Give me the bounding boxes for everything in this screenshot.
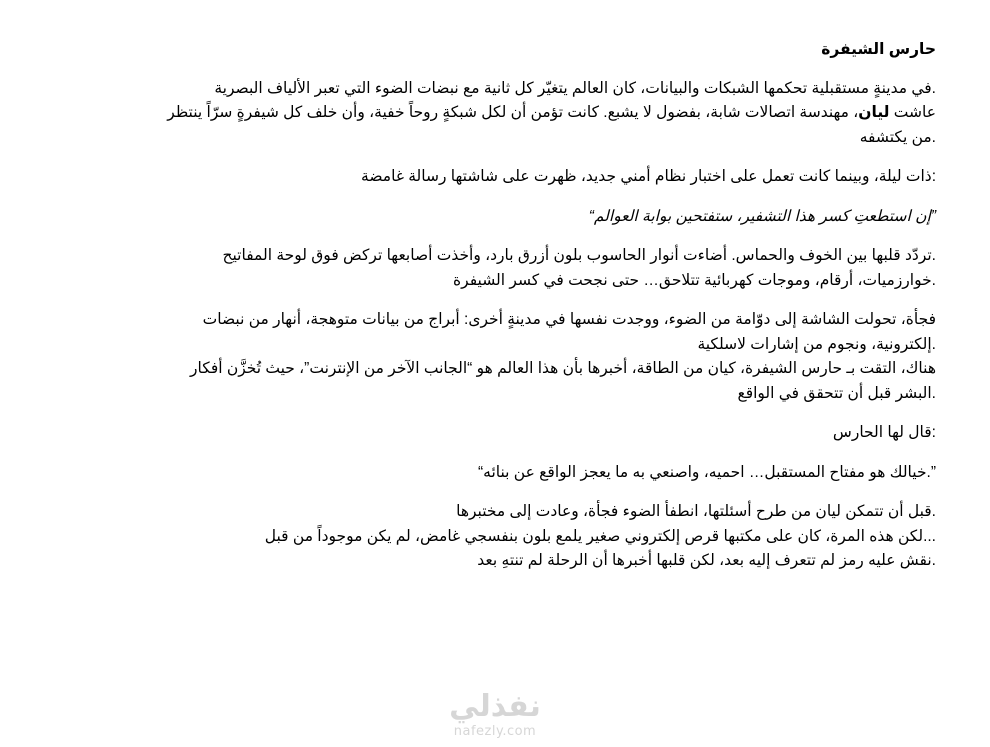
paragraph-6-line-2: .البشر قبل أن تتحقق في الواقع <box>737 384 936 402</box>
paragraph-9-line-3: .نقش عليه رمز لم تتعرف إليه بعد، لكن قلبها أخبرها أن الرحلة لم تنتهِ بعد <box>477 552 936 569</box>
quote-1: ”إن استطعتِ كسر هذا التشفير، ستفتحين بوابة العوالم“ <box>588 207 936 225</box>
quote-2: ”.خيالك هو مفتاح المستقبل… احميه، واصنعي به ما يعجز الواقع عن بنائه“ <box>478 463 936 481</box>
paragraph-1-line-2-end: ، مهندسة اتصالات شابة، بفضول لا يشبع. كانت تؤمن أن لكل شبكةٍ روحاً خفية، وأن خلف كل شيفرةٍ سرّاً ينتظر <box>167 104 859 121</box>
paragraph-9-line-1: .قبل أن تتمكن ليان من طرح أسئلتها، انطفأ الضوء فجأة، وعادت إلى مختبرها <box>456 503 936 520</box>
paragraph-5-line-2: .إلكترونية، ونجوم من إشارات لاسلكية <box>697 335 936 353</box>
paragraph-4-line-2: .خوارزميات، أرقام، وموجات كهربائية تتلاحق… حتى نجحت في كسر الشيفرة <box>453 271 936 289</box>
character-name: ليان <box>858 104 890 121</box>
paragraph-9-line-2: ...لكن هذه المرة، كان على مكتبها قرص إلكتروني صغير يلمع بلون بنفسجي غامض، لم يكن موجوداً من قبل <box>264 527 936 545</box>
paragraph-2: :ذات ليلة، وبينما كانت تعمل على اختبار نظام أمني جديد، ظهرت على شاشتها رسالة غامضة <box>361 168 936 185</box>
paragraph-7: :قال لها الحارس <box>832 424 936 441</box>
document-body <box>60 38 936 589</box>
paragraph-6-line-1: هناك، التقت بـ حارس الشيفرة، كيان من الطاقة، أخبرها بأن هذا العالم هو “الجانب الآخر من الإنترنت”، حيث تُخزَّن أفكار <box>190 360 936 377</box>
watermark-logo: نفذلي <box>449 689 541 724</box>
paragraph-6 <box>60 357 936 406</box>
paragraph-1-line-3: .من يكتشفه <box>859 128 936 146</box>
paragraph-4 <box>60 244 936 293</box>
paragraph-1-line-2-start: عاشت <box>889 104 936 121</box>
paragraph-1 <box>60 77 936 151</box>
story-title: حارس الشيفرة <box>821 41 936 58</box>
watermark <box>430 690 560 740</box>
paragraph-4-line-1: .تردّد قلبها بين الخوف والحماس. أضاءت أنوار الحاسوب بلون أزرق بارد، وأخذت أصابعها تركض فوق لوحة المفاتيح <box>222 247 936 264</box>
paragraph-9 <box>60 500 936 574</box>
watermark-site: nafezly.com <box>453 724 537 739</box>
paragraph-1-line-1: .في مدينةٍ مستقبلية تحكمها الشبكات والبيانات، كان العالم يتغيّر كل ثانية مع نبضات الضوء التي تعبر الألياف البصرية <box>214 79 936 97</box>
paragraph-5-line-1: فجأة، تحولت الشاشة إلى دوّامة من الضوء، ووجدت نفسها في مدينةٍ أخرى: أبراج من بيانات متوهجة، أنهار من نبضات <box>202 311 936 328</box>
paragraph-5 <box>60 308 936 357</box>
